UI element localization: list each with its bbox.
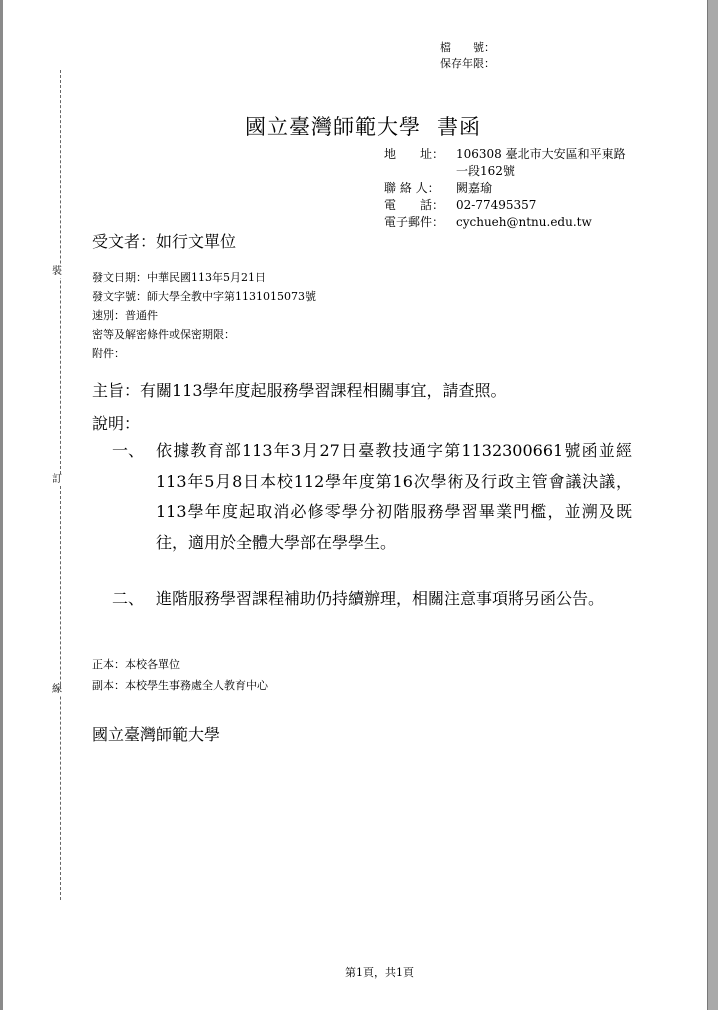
contact-block <box>384 146 628 231</box>
item-number: 二、 <box>112 589 145 608</box>
file-number-label: 檔 號： <box>440 41 495 54</box>
page-footer: 第1頁，共1頁 <box>345 966 414 979</box>
contact-email <box>384 214 628 231</box>
signature: 國立臺灣師範大學 <box>92 725 221 744</box>
archive-info <box>440 40 495 72</box>
document-title <box>245 111 481 141</box>
recipient: 受文者：如行文單位 <box>92 232 237 251</box>
contact-person-value: 闕嘉瑜 <box>456 181 493 195</box>
phone-value: 02-77495357 <box>456 198 537 212</box>
address-value: 106308 臺北市大安區和平東路一段162號 <box>456 147 626 178</box>
item-text: 進階服務學習課程補助仍持續辦理，相關注意事項將另函公告。 <box>156 589 605 608</box>
binding-mark-ding: 訂 <box>52 474 62 485</box>
contact-address <box>384 146 628 180</box>
org-name: 國立臺灣師範大學 <box>245 115 421 139</box>
item-text: 依據教育部113年3月27日臺教技通字第1132300661號函並經113年5月8日本校112學年度第16次學術及行政主管會議決議，113學年度起取消必修零學分初階服務學習畢業門檻，並溯及既往，適用於全體大學部在學學生。 <box>156 441 632 552</box>
binding-mark-xian: 線 <box>52 684 62 695</box>
item-number: 一、 <box>112 441 145 460</box>
delivery-speed: 速別：普通件 <box>92 309 158 322</box>
explanation-item <box>112 436 632 558</box>
attachments: 附件： <box>92 347 125 360</box>
address-label: 地 址： <box>384 147 445 161</box>
email-label: 電子郵件： <box>384 215 445 229</box>
binding-mark-zhuang: 裝 <box>52 266 62 277</box>
document-type: 書函 <box>437 115 481 139</box>
contact-phone <box>384 197 628 214</box>
original-recipients: 正本：本校各單位 <box>92 658 180 671</box>
phone-label: 電 話： <box>384 198 445 212</box>
page-right-edge <box>707 0 718 1010</box>
explanation-label: 說明： <box>92 414 141 433</box>
email-value: cychueh@ntnu.edu.tw <box>456 215 592 229</box>
contact-person <box>384 180 628 197</box>
page-left-edge <box>0 0 3 1010</box>
copy-recipients: 副本：本校學生事務處全人教育中心 <box>92 679 268 692</box>
explanation-item <box>112 584 632 615</box>
security-level: 密等及解密條件或保密期限： <box>92 328 235 341</box>
document-number: 發文字號：師大學全教中字第1131015073號 <box>92 290 316 303</box>
distribution <box>92 654 268 696</box>
issue-date: 發文日期：中華民國113年5月21日 <box>92 271 266 284</box>
retention-period-label: 保存年限： <box>440 57 495 70</box>
contact-person-label: 聯 絡 人： <box>384 181 440 195</box>
document-info <box>92 268 316 363</box>
subject: 主旨：有關113學年度起服務學習課程相關事宜，請查照。 <box>92 381 507 400</box>
